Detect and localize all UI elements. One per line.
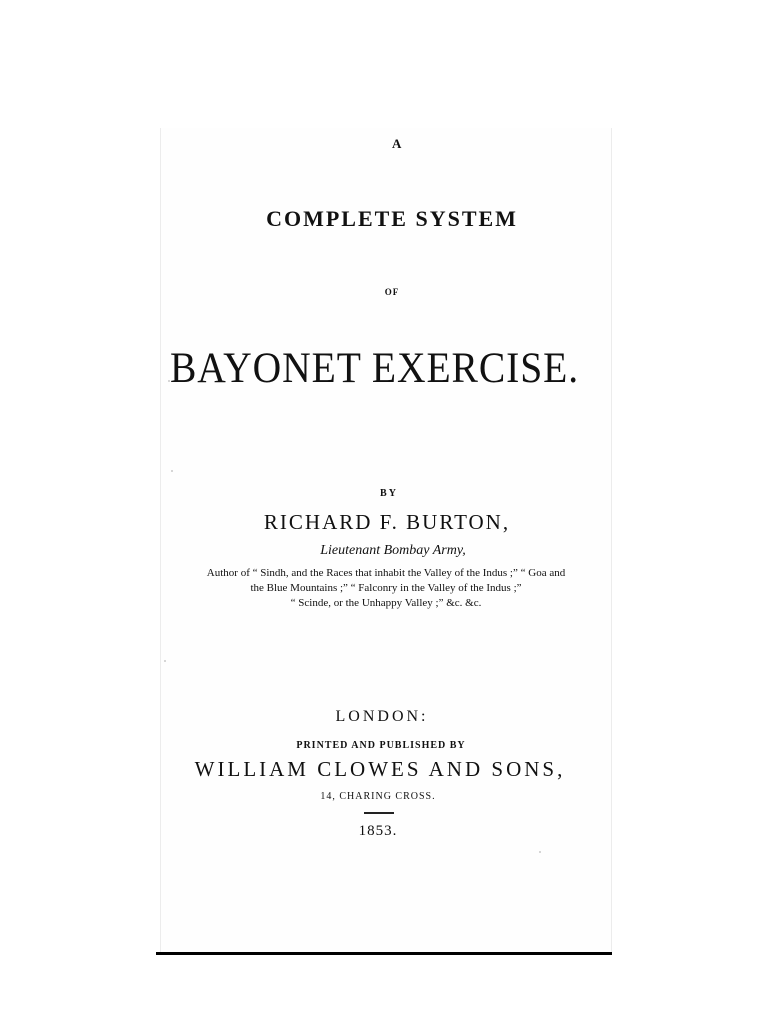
page-right-edge <box>611 128 612 954</box>
imprint-printed-by: PRINTED AND PUBLISHED BY <box>296 740 466 751</box>
author-name: RICHARD F. BURTON, <box>263 510 511 534</box>
scan-speck <box>164 660 166 662</box>
title-article: A <box>392 136 403 151</box>
author-works <box>170 566 602 611</box>
imprint-city: LONDON: <box>335 708 429 725</box>
scan-speck <box>171 470 173 472</box>
works-line-1: Author of “ Sindh, and the Races that inhabit the Valley of the Indus ;” “ Goa and <box>206 567 566 579</box>
works-line-3: “ Scinde, or the Unhappy Valley ;” &c. &c. <box>290 597 482 609</box>
works-line-2: the Blue Mountains ;” “ Falconry in the Valley of the Indus ;” <box>250 582 522 594</box>
scan-speck <box>168 380 170 382</box>
imprint-year: 1853. <box>358 823 398 839</box>
page-bottom-rule <box>156 952 612 955</box>
author-rank: Lieutenant Bombay Army, <box>320 543 466 558</box>
title-of: OF <box>384 287 400 297</box>
imprint-rule <box>364 812 394 814</box>
imprint-publisher: WILLIAM CLOWES AND SONS, <box>194 757 566 781</box>
scan-speck <box>539 851 541 853</box>
title-subtitle: COMPLETE SYSTEM <box>266 206 518 231</box>
byline-by: BY <box>380 488 398 499</box>
page-left-edge <box>160 128 161 954</box>
imprint-address: 14, CHARING CROSS. <box>320 791 436 802</box>
main-title: BAYONET EXERCISE. <box>170 345 580 392</box>
